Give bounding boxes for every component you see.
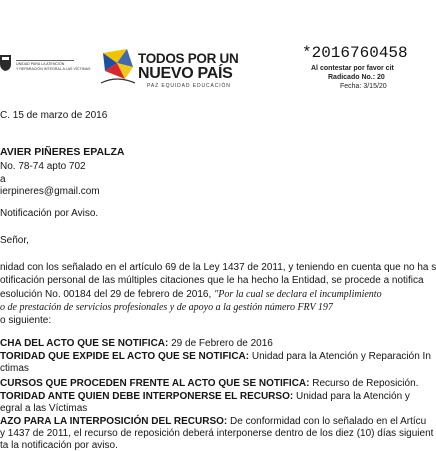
date-line: C. 15 de marzo de 2016 [0, 110, 108, 121]
gov-logo-line2: NUEVO PAÍS [138, 65, 233, 82]
notice-item: y 1437 de 2011, el recurso de reposición deberá interponerse dentro de los diez (10) días siguient [0, 428, 434, 439]
paragraph-line: o siguiente: [0, 315, 52, 326]
paragraph-line: otificación personal de las múltiples citaciones que le ha hecho la Entidad, se procede a notifica [0, 275, 424, 286]
notice-item: CURSOS QUE PROCEDEN FRENTE AL ACTO QUE SE NOTIFICA: Recurso de Reposición. [0, 378, 419, 389]
salutation: Señor, [0, 235, 29, 246]
reply-note: Al contestar por favor cit [311, 65, 394, 72]
paragraph-line: o de prestación de servicios profesionales y de apoyo a la gestión número FRV 197 [0, 302, 333, 313]
coat-of-arms-icon [0, 54, 14, 72]
agency-divider [16, 60, 74, 61]
notice-item: CHA DEL ACTO QUE SE NOTIFICA: 29 de Febrero de 2016 [0, 338, 273, 349]
notice-item: TORIDAD ANTE QUIEN DEBE INTERPONERSE EL RECURSO: Unidad para la Atención y [0, 391, 410, 402]
recipient-name: AVIER PIÑERES EPALZA [0, 146, 125, 158]
notice-item: ta la notificación por aviso. [0, 440, 118, 451]
paragraph-line: esolución No. 00184 del 29 de febrero de 2016, "Por la cual se declara el incumplimiento [0, 289, 382, 300]
radicado-number: *2016760458 [302, 44, 408, 62]
notice-item: ctimas [0, 363, 29, 374]
subject-line: Notificación por Aviso. [0, 208, 99, 219]
recipient-address: No. 78-74 apto 702 [0, 161, 86, 172]
notice-item: egral a las Víctimas [0, 403, 88, 414]
paragraph-line: nidad con los señalado en el artículo 69 de la Ley 1437 de 2011, y teniendo en cuenta que no ha s [0, 262, 436, 273]
recipient-city: a [0, 174, 6, 185]
radicado-line: Radicado No.: 20 [328, 74, 385, 81]
notice-item: TORIDAD QUE EXPIDE EL ACTO QUE SE NOTIFICA: Unidad para la Atención y Reparación In [0, 351, 431, 362]
resolution-quote: "Por la cual se declara el incumplimiento [214, 289, 382, 300]
fecha-line: Fecha: 3/15/20 [340, 83, 387, 90]
gov-logo-tagline: PAZ EQUIDAD EDUCACIÓN [147, 83, 231, 89]
gov-logo-line1: TODOS POR UN [138, 51, 239, 66]
notice-item: AZO PARA LA INTERPOSICIÓN DEL RECURSO: De conformidad con lo señalado en el Artícu [0, 416, 427, 427]
agency-name: UNIDAD PARA LA ATENCIÓN Y REPARACIÓN INTEGRAL A LAS VÍCTIMAS [16, 62, 91, 71]
recipient-email: ierpineres@gmail.com [0, 186, 100, 197]
